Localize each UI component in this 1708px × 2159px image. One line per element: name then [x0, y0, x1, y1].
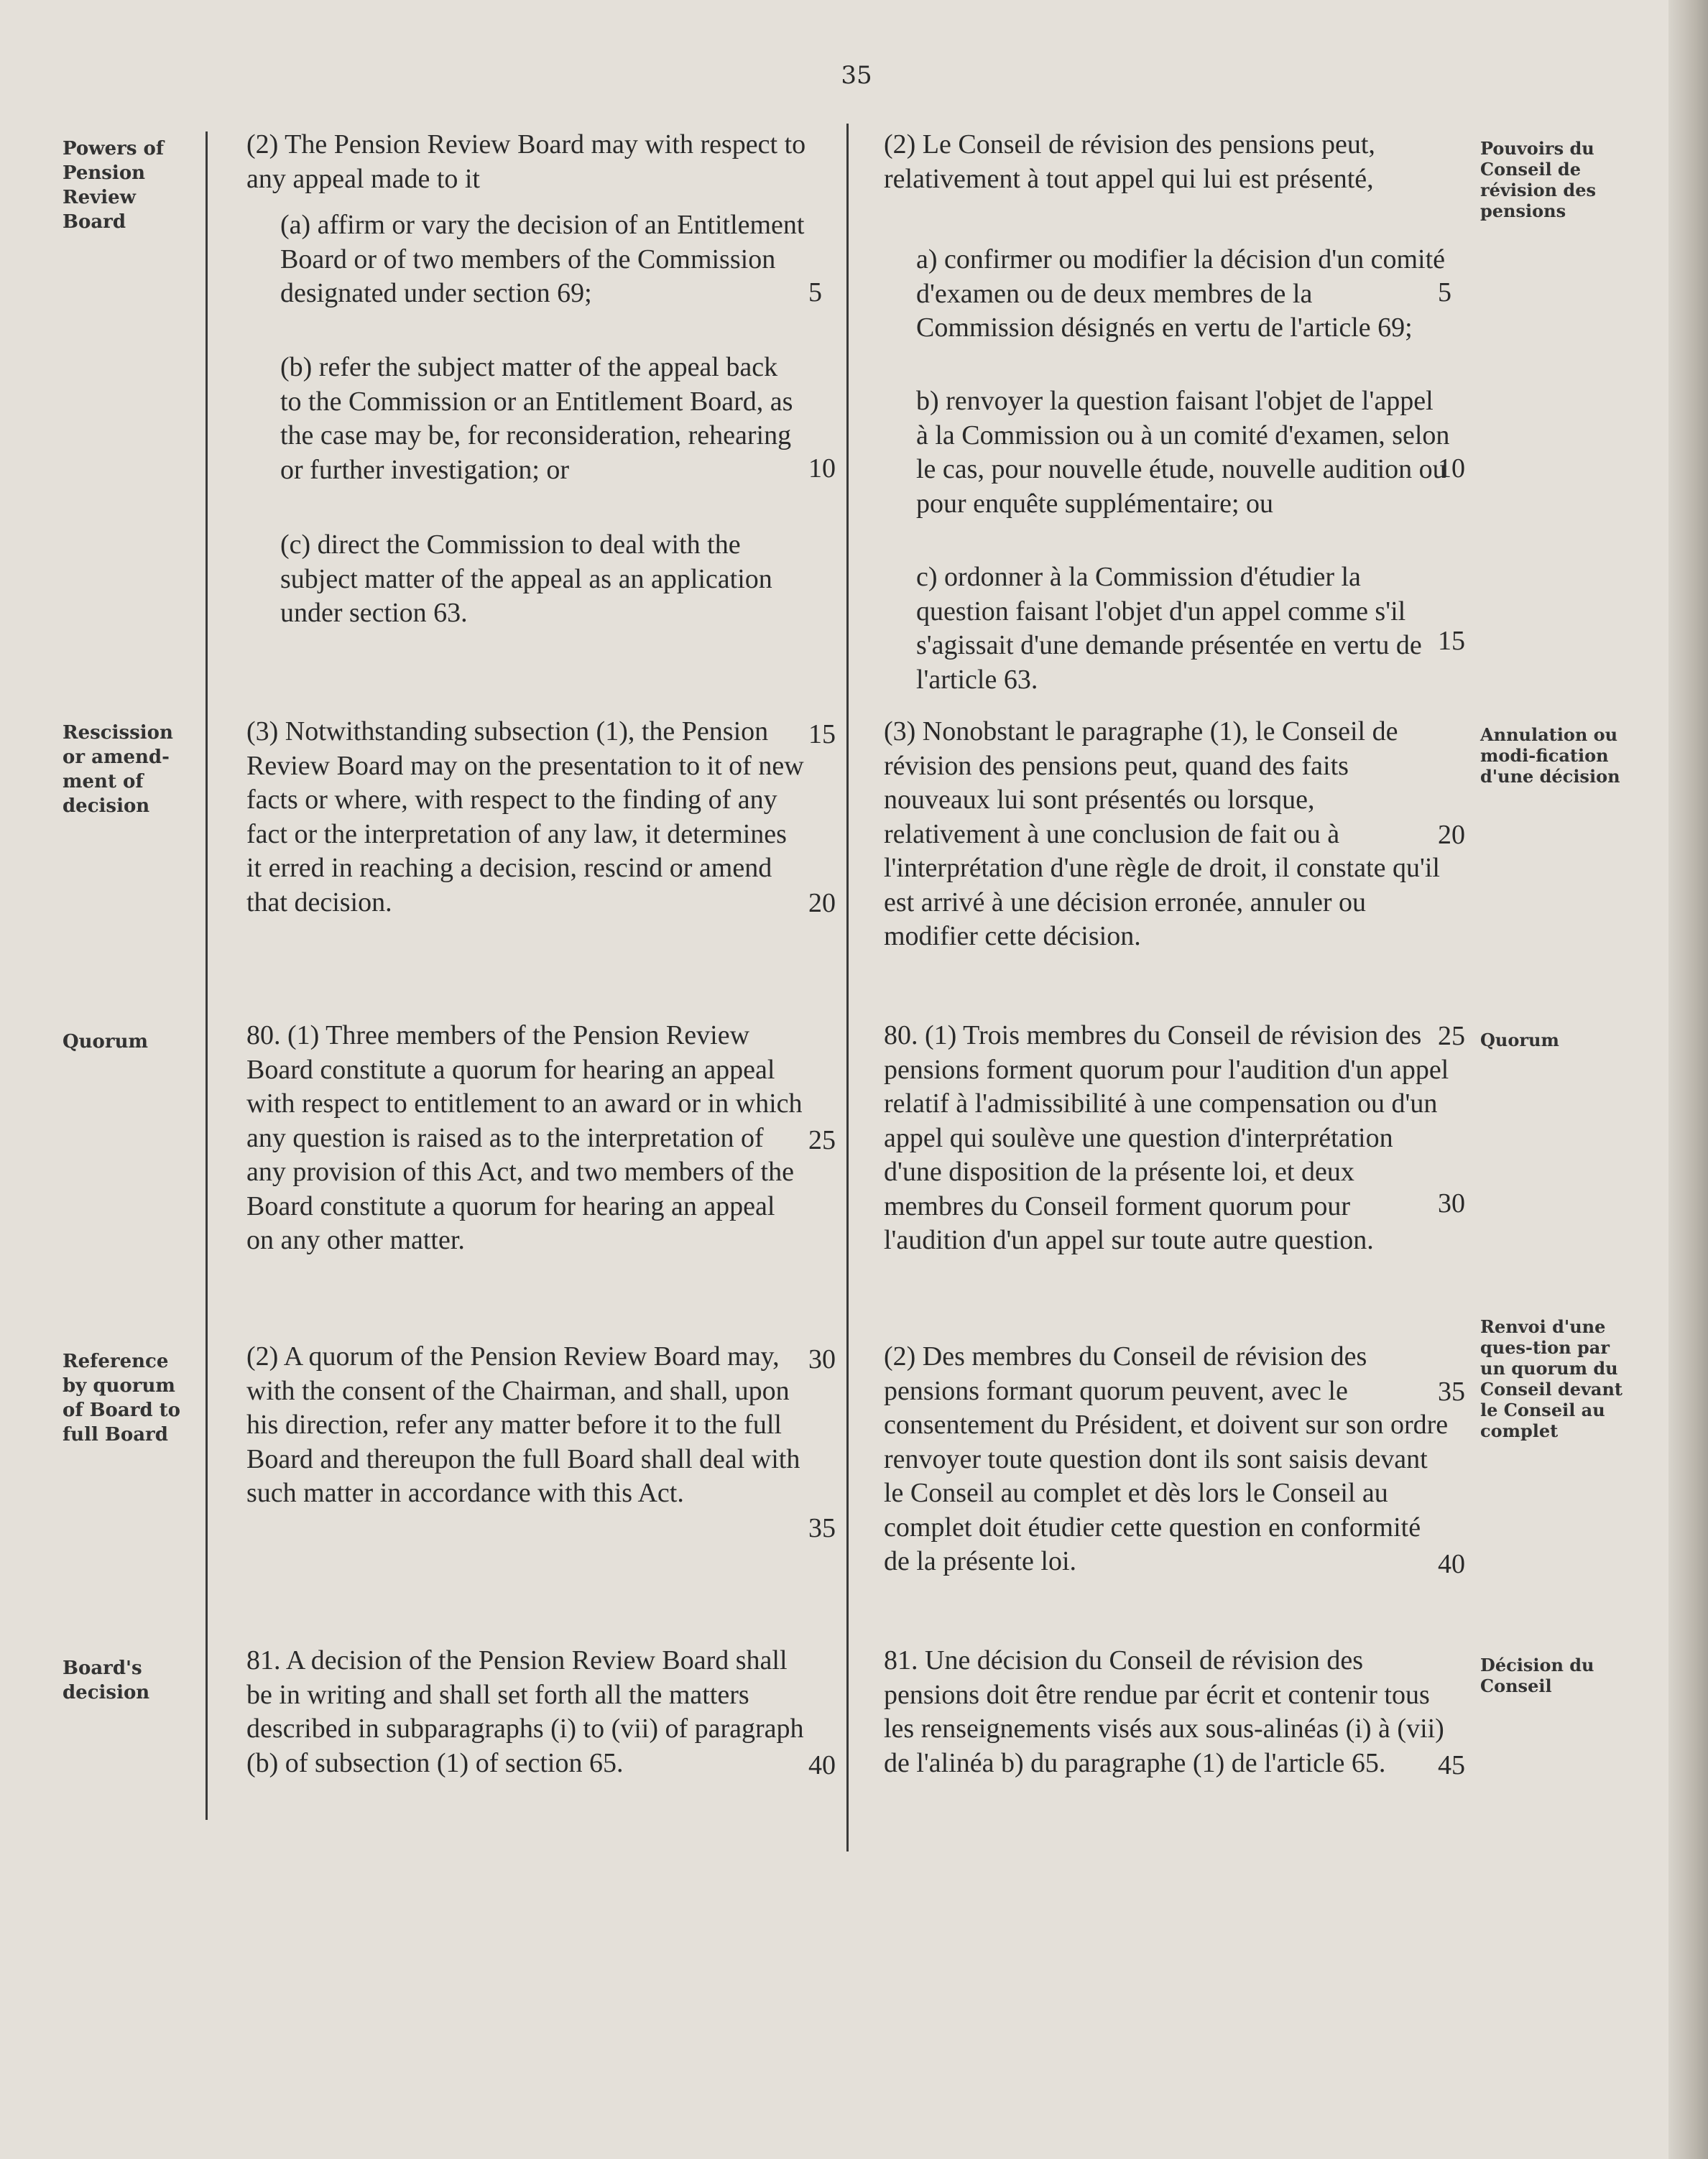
en-section-80-2: (2) A quorum of the Pension Review Board may, with the consent of the Chairman, and shall, upon his direction, refer any matter before it to the full Board and thereupon the full Board shall deal with such matter in accordance with this Act.	[246, 1341, 800, 1508]
en-paragraph-c: (c) direct the Commission to deal with the subject matter of the appeal as an application under section 63.	[280, 530, 772, 628]
fr-line-number: 5	[1438, 277, 1451, 308]
en-line-number: 20	[808, 888, 836, 918]
margin-note-rescission: Rescission or amend-ment of decision	[63, 722, 173, 817]
en-line-number: 30	[808, 1344, 836, 1374]
fr-line-number: 35	[1438, 1377, 1465, 1407]
margin-note-renvoi: Renvoi d'une ques-tion par un quorum du Conseil devant le Conseil au complet	[1480, 1316, 1623, 1441]
fr-section-81: 81. Une décision du Conseil de révision des pensions doit être rendue par écrit et contenir tous les renseignements visés aux sous-alinéas (i) à (vii) de l'alinéa b) du paragraphe (1) de l'article 65.	[884, 1645, 1444, 1778]
margin-note-quorum-fr: Quorum	[1480, 1030, 1559, 1050]
en-line-number: 35	[808, 1513, 836, 1543]
fr-section-80-1: 80. (1) Trois membres du Conseil de révision des pensions forment quorum pour l'audition d'un appel relatif à l'admissibilité à une compensation ou d'un appel qui soulève une question d'interprétation d'une disposition de la présente loi, et deux membres du Conseil forment quorum pour l'audition d'un appel sur toute autre question.	[884, 1020, 1449, 1255]
fr-line-number: 45	[1438, 1750, 1465, 1780]
fr-subsection-3: (3) Nonobstant le paragraphe (1), le Conseil de révision des pensions peut, quand des faits nouveaux lui sont présentés ou lorsque, relativement à une conclusion de fait ou à l'interprétation d'une règle de droit, il constate qu'il est arrivé à une décision erronée, annuler ou modifier cette décision.	[884, 716, 1440, 951]
en-subsection-3: (3) Notwithstanding subsection (1), the Pension Review Board may on the presentation to it of new facts or where, with respect to the finding of any fact or the interpretation of any law, it determines it erred in reaching a decision, rescind or amend that decision.	[246, 716, 804, 917]
fr-paragraph-c: c) ordonner à la Commission d'étudier la question faisant l'objet d'un appel comme s'il s'agissait d'une demande présentée en vertu de l'article 63.	[916, 562, 1422, 695]
en-paragraph-b: (b) refer the subject matter of the appeal back to the Commission or an Entitlement Board, as the case may be, for reconsideration, rehearing or further investigation; or	[280, 352, 793, 485]
en-paragraph-a: (a) affirm or vary the decision of an Entitlement Board or of two members of the Commission designated under section 69;	[280, 210, 805, 308]
en-section-80-1: 80. (1) Three members of the Pension Review Board constitute a quorum for hearing an appeal with respect to entitlement to an award or in which any question is raised as to the interpretation of any provision of this Act, and two members of the Board constitute a quorum for hearing an appeal on any other matter.	[246, 1020, 803, 1255]
fr-paragraph-b: b) renvoyer la question faisant l'objet de l'appel à la Commission ou à un comité d'examen, selon le cas, pour nouvelle étude, nouvelle audition ou pour enquête supplémentaire; ou	[916, 386, 1450, 519]
fr-line-number: 15	[1438, 626, 1465, 656]
fr-line-number: 20	[1438, 820, 1465, 850]
fr-line-number: 10	[1438, 453, 1465, 484]
margin-note-annulation: Annulation ou modi-fication d'une décision	[1480, 724, 1620, 787]
page-number: 35	[841, 61, 872, 90]
left-column-rule	[206, 131, 208, 1820]
fr-paragraph-a: a) confirmer ou modifier la décision d'un comité d'examen ou de deux membres de la Commission désignés en vertu de l'article 69;	[916, 244, 1445, 343]
margin-note-powers: Powers of Pension Review Board	[63, 138, 165, 233]
en-line-number: 40	[808, 1750, 836, 1780]
margin-note-decision: Board's decision	[63, 1658, 150, 1703]
margin-note-reference: Reference by quorum of Board to full Board	[63, 1351, 181, 1446]
margin-note-pouvoirs: Pouvoirs du Conseil de révision des pensions	[1480, 138, 1596, 221]
en-line-number: 25	[808, 1125, 836, 1155]
en-line-number: 15	[808, 719, 836, 749]
fr-section-80-2: (2) Des membres du Conseil de révision des pensions formant quorum peuvent, avec le consentement du Président, et doivent sur son ordre renvoyer toute question dont ils sont saisis devant le Conseil au complet et dès lors le Conseil au complet doit étudier cette question en conformité de la présente loi.	[884, 1341, 1449, 1576]
fr-line-number: 25	[1438, 1021, 1465, 1051]
fr-line-number: 30	[1438, 1188, 1465, 1219]
book-spine-shadow	[1668, 0, 1708, 2159]
fr-subsection-2-intro: (2) Le Conseil de révision des pensions peut, relativement à tout appel qui lui est présenté,	[884, 129, 1375, 194]
en-line-number: 5	[808, 277, 822, 308]
en-section-81: 81. A decision of the Pension Review Board shall be in writing and shall set forth all the matters described in subparagraphs (i) to (vii) of paragraph (b) of subsection (1) of section 65.	[246, 1645, 804, 1778]
en-subsection-2-intro: (2) The Pension Review Board may with respect to any appeal made to it	[246, 129, 806, 194]
center-column-rule	[846, 124, 849, 1851]
fr-line-number: 40	[1438, 1549, 1465, 1579]
en-line-number: 10	[808, 453, 836, 484]
margin-note-quorum: Quorum	[63, 1031, 149, 1053]
margin-note-decision-fr: Décision du Conseil	[1480, 1655, 1594, 1696]
